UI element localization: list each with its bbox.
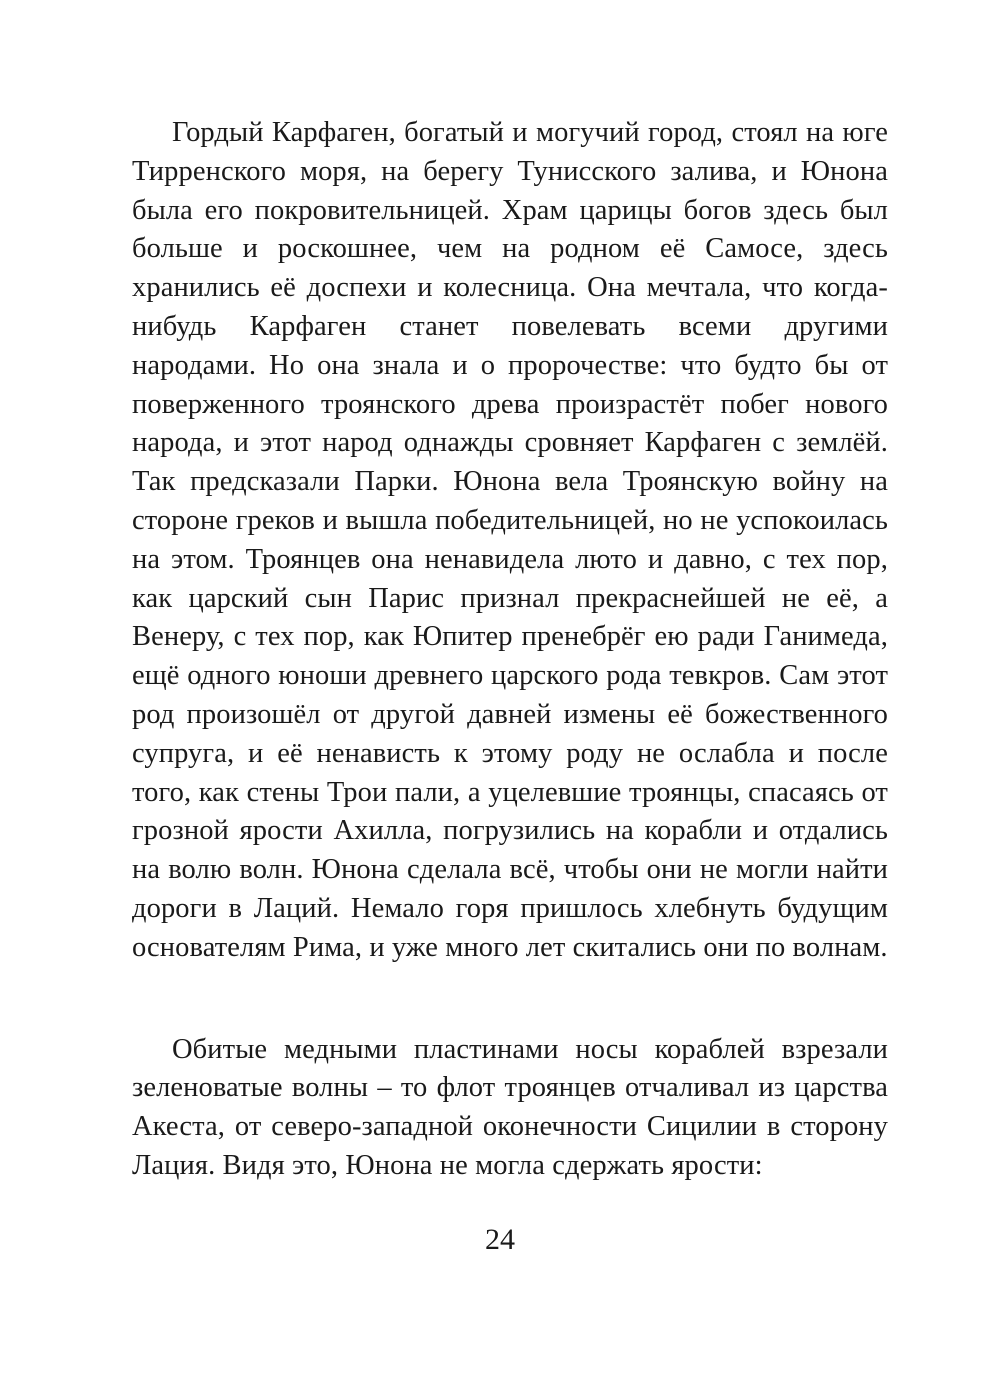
paragraph-fleet: Обитые медными пластинами носы кораблей взрезали зеленоватые волны – то флот троянцев отчаливал из царства Акеста, от северо-западной оконечности Сицилии в сторону Лация. Видя это, Юнона не могла сдержать ярости: bbox=[132, 1033, 888, 1181]
paragraph-carthage: Гордый Карфаген, богатый и могучий город, стоял на юге Тирренского моря, на берегу Тунисского залива, и Юнона была его покровительницей. Храм царицы богов здесь был больше и роскошнее, чем на родном её Самосе, здесь хранились её доспехи и колесница. Она мечтала, что когда-нибудь Карфаген станет повелевать всеми другими народами. Но она знала и о пророчестве: что будто бы от поверженного троянского древа произрастёт побег нового народа, и этот народ однажды сровняет Карфаген с землёй. Так предсказали Парки. Юнона вела Троянскую войну на стороне греков и вышла победительницей, но не успокоилась на этом. Троянцев она ненавидела люто и давно, с тех пор, как царский сын Парис признал прекраснейшей не её, а Венеру, с тех пор, как Юпитер пренебрёг ею ради Ганимеда, ещё одного юноши древнего царского рода тевкров. Сам этот род произошёл от другой давней измены её божественного супруга, и её ненависть к этому роду не ослабла и после того, как стены Трои пали, а уцелевшие троянцы, спасаясь от грозной ярости Ахилла, погрузились на корабли и отдались на волю волн. Юнона сделала всё, чтобы они не могли найти дороги в Лаций. Немало горя пришлось хлебнуть будущим основателям Рима, и уже много лет скитались они по волнам. bbox=[132, 117, 888, 963]
page-number: 24 bbox=[485, 1223, 515, 1256]
text-body bbox=[132, 114, 888, 1186]
